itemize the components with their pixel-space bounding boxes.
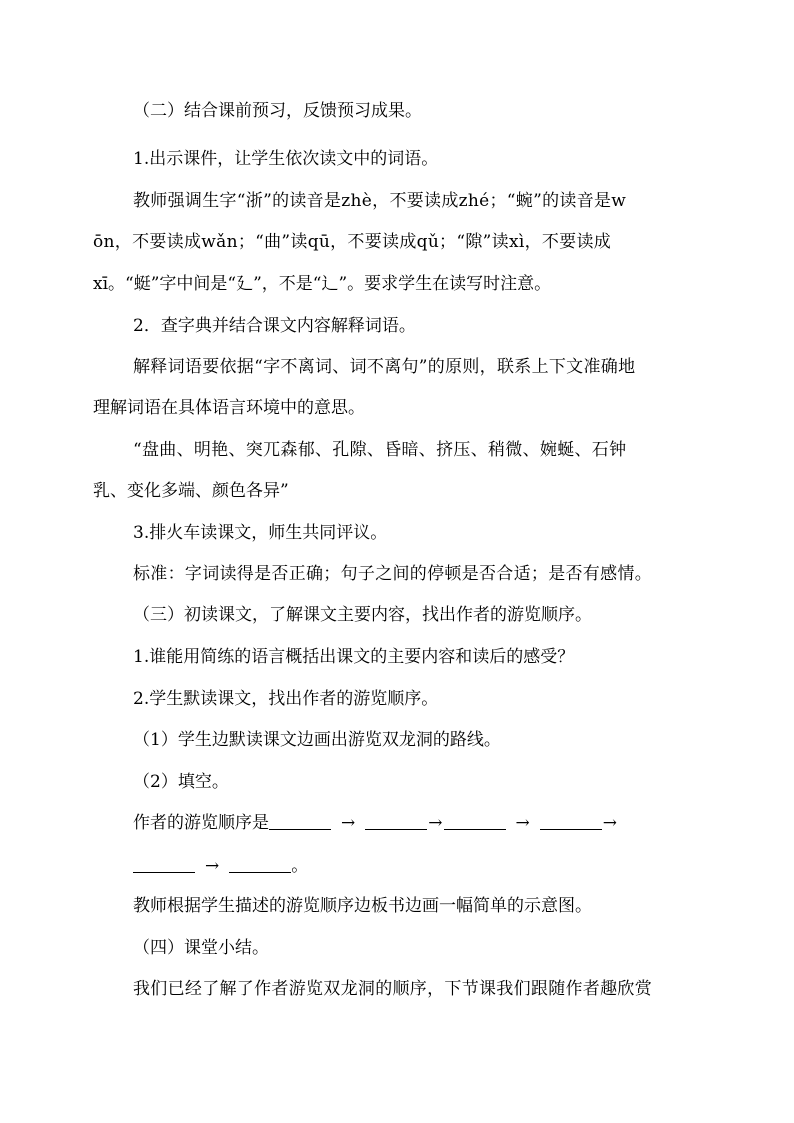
paragraph: 1.出示课件，让学生依次读文中的词语。 — [133, 149, 439, 169]
fill-blank — [269, 811, 331, 830]
paragraph: 2．查字典并结合课文内容解释词语。 — [133, 316, 416, 336]
paragraph: ōn，不要读成wǎn；“曲”读qū，不要读成qǔ；“隙”读xì，不要读成 — [93, 232, 612, 252]
paragraph: 教师根据学生描述的游览顺序边板书边画一幅简单的示意图。 — [133, 896, 592, 916]
word-list: “盘曲、明艳、突兀森郁、孔隙、昏暗、挤压、稍微、婉蜒、石钟 — [133, 440, 627, 460]
paragraph: 2.学生默读课文，找出作者的游览顺序。 — [133, 689, 439, 709]
section-heading-3: （三）初读课文，了解课文主要内容，找出作者的游览顺序。 — [133, 605, 592, 625]
paragraph: 我们已经了解了作者游览双龙洞的顺序，下节课我们跟随作者趣欣赏 — [133, 979, 652, 999]
word-list: 乳、变化多端、颜色各异” — [93, 481, 289, 501]
paragraph: 1.谁能用简练的语言概括出课文的主要内容和读后的感受？ — [133, 647, 575, 667]
arrow: → — [515, 813, 530, 833]
paragraph: （1）学生边默读课文边画出游览双龙洞的路线。 — [133, 730, 501, 750]
fill-blank — [444, 811, 506, 830]
fill-in-end: 。 — [291, 856, 309, 876]
fill-blank — [229, 854, 291, 873]
fill-blank — [365, 811, 427, 830]
fill-in-line — [133, 852, 703, 880]
arrow: → — [602, 813, 617, 833]
fill-in-prompt: 作者的游览顺序是 — [133, 813, 269, 833]
paragraph: 理解词语在具体语言环境中的意思。 — [93, 398, 365, 418]
paragraph: 标准：字词读得是否正确；句子之间的停顿是否合适；是否有感情。 — [133, 564, 652, 584]
paragraph: （2）填空。 — [133, 772, 229, 792]
section-heading-4: （四）课堂小结。 — [133, 938, 269, 958]
arrow: → — [341, 813, 356, 833]
paragraph: 教师强调生字“浙”的读音是zhè，不要读成zhé；“蜿”的读音是w — [133, 191, 627, 211]
section-heading-2: （二）结合课前预习，反馈预习成果。 — [133, 101, 422, 121]
arrow: → — [205, 856, 220, 876]
paragraph: xī。“蜓”字中间是“廴”，不是“辶”。要求学生在读写时注意。 — [93, 274, 552, 294]
fill-blank — [540, 811, 602, 830]
fill-in-line — [133, 809, 703, 837]
paragraph: 解释词语要依据“字不离词、词不离句”的原则，联系上下文准确地 — [133, 357, 636, 377]
paragraph: 3.排火车读课文，师生共同评议。 — [133, 523, 388, 543]
fill-blank — [133, 854, 195, 873]
arrow: → — [428, 813, 443, 833]
